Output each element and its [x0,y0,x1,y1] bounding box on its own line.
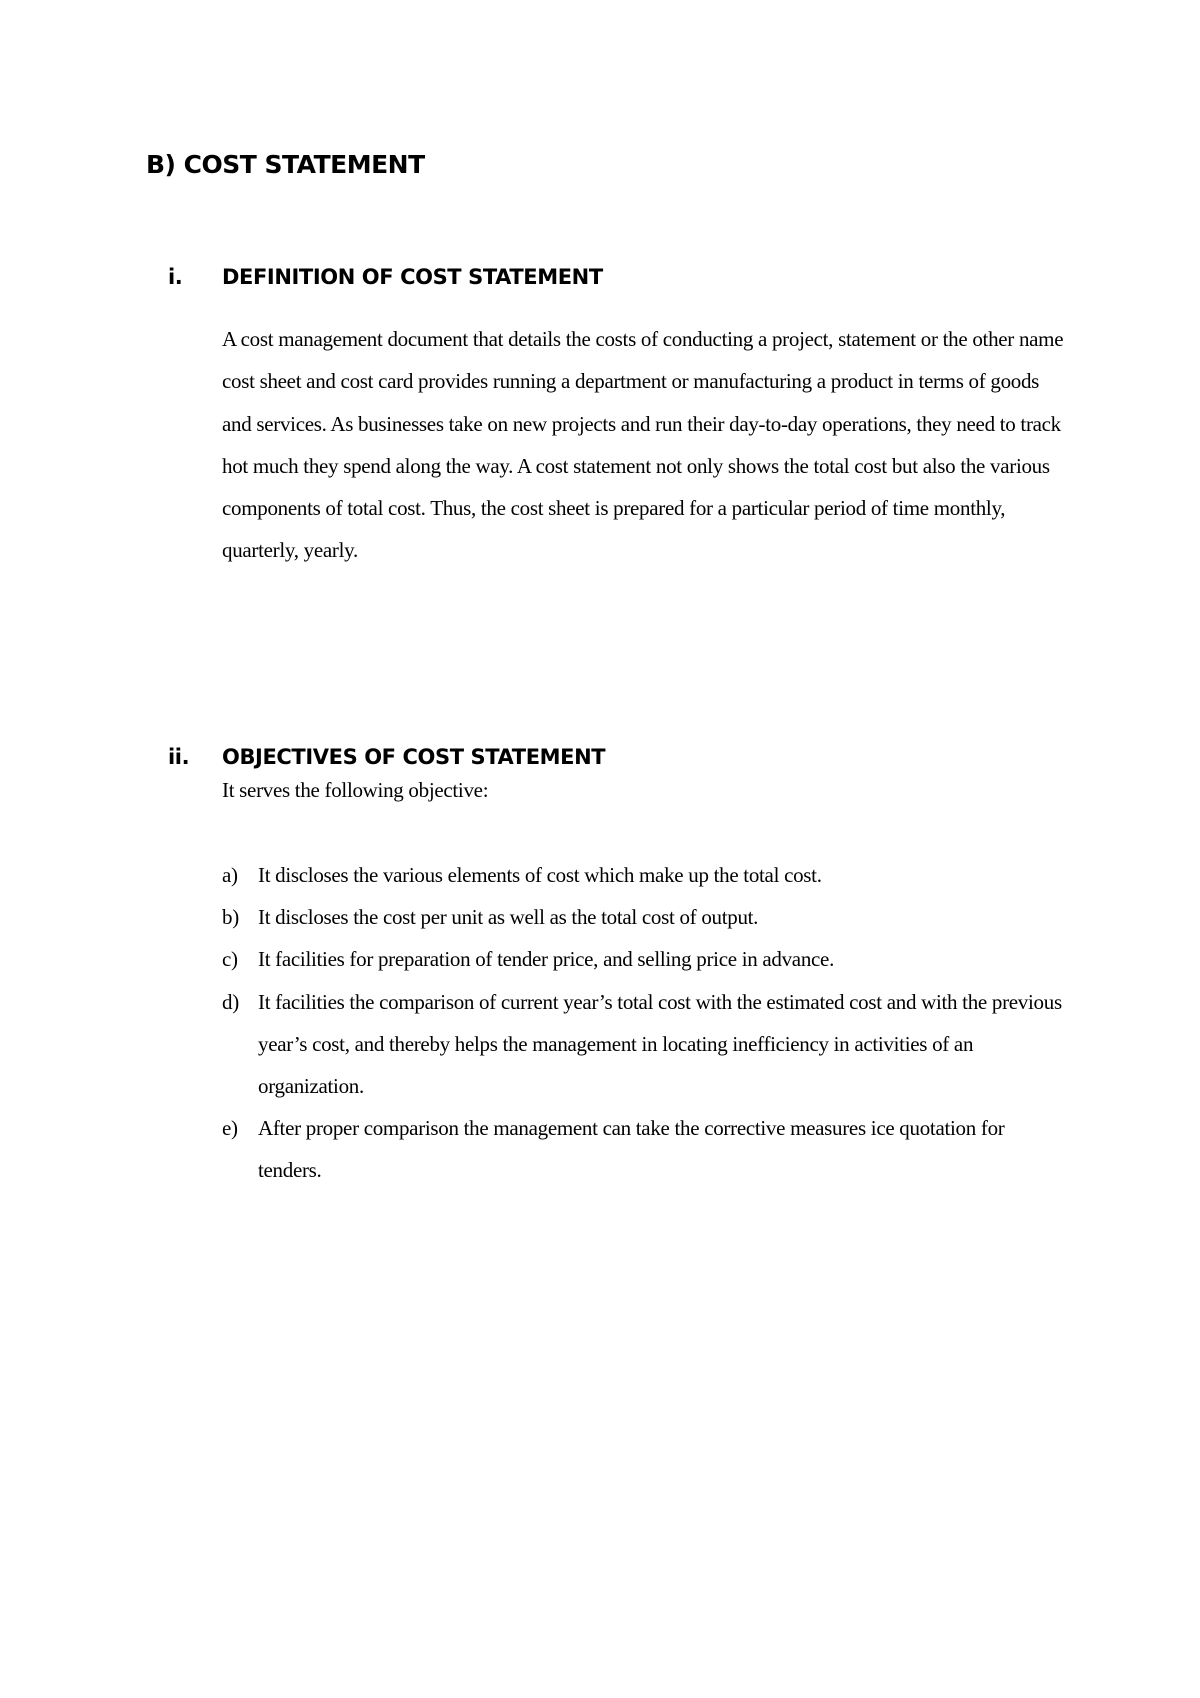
list-item-text: It facilities the comparison of current year’s total cost with the estimated cost and with the previous year’s cost, and thereby helps the management in locating inefficiency in activities of an organization. [258,989,1062,1099]
section-title: DEFINITION OF COST STATEMENT [222,265,603,289]
section-number: ii. [168,745,190,769]
list-item-text: After proper comparison the management can take the corrective measures ice quotation for tenders. [258,1116,1005,1183]
list-marker: c) [222,947,238,972]
list-item [222,938,1072,980]
definition-paragraph: A cost management document that details the costs of conducting a project, statement or the other name cost sheet and cost card provides running a department or manufacturing a product in terms of goods and services. As businesses take on new projects and run their day-to-day operations, they need to track hot much they spend along the way. A cost statement not only shows the total cost but also the various components of total cost. Thus, the cost sheet is prepared for a particular period of time monthly, quarterly, yearly. [222,327,1064,563]
list-item [222,1107,1072,1191]
objectives-list [222,854,1072,1192]
section-number: i. [168,265,183,289]
list-item-text: It facilities for preparation of tender price, and selling price in advance. [258,947,835,972]
list-marker: b) [222,905,239,930]
list-item-text: It discloses the various elements of cost which make up the total cost. [258,863,822,887]
list-item-text: It discloses the cost per unit as well as the total cost of output. [258,905,759,930]
list-marker: d) [222,989,239,1014]
list-marker: a) [222,863,238,887]
list-marker: e) [222,1116,238,1141]
list-item [222,896,1072,938]
objectives-intro: It serves the following objective: [222,778,489,802]
page-title: B) COST STATEMENT [146,150,425,179]
section-title: OBJECTIVES OF COST STATEMENT [222,745,606,769]
list-item [222,981,1072,1108]
list-item [222,854,1072,896]
